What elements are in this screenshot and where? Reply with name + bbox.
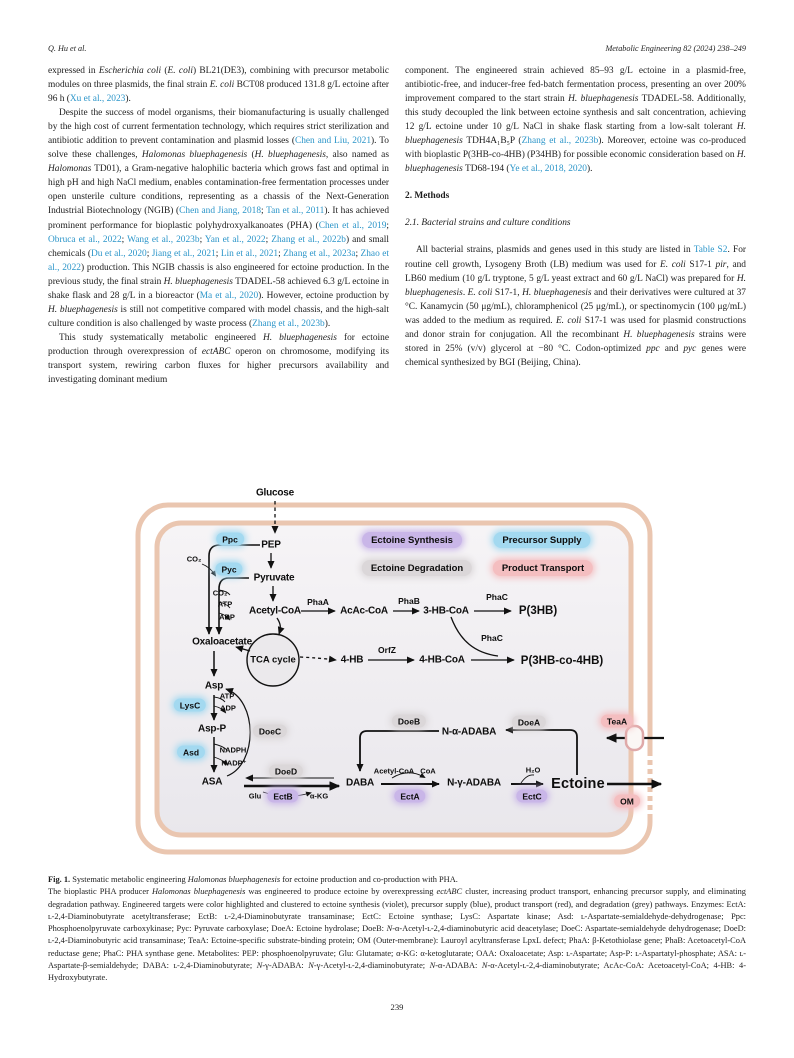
citation-link[interactable]: Ye et al., 2018, 2020 [509, 164, 587, 175]
citation-link[interactable]: Zhao et al., 2022 [48, 248, 389, 273]
fig-nadph: NADPH [219, 745, 247, 755]
text-run: Systematic metabolic engineering [70, 875, 188, 884]
text-run: All bacterial strains, plasmids and genes used in this study are listed in [416, 245, 694, 256]
text-run: -α-ADABA: [435, 961, 482, 971]
fig-co2-pyc: CO₂ [212, 588, 228, 598]
text-run: pir [715, 259, 727, 270]
citation-link[interactable]: Ma et al., 2020 [199, 290, 259, 301]
fig-adp-pyc: ADP [219, 612, 235, 622]
fig-enzyme-doeb: DoeB [392, 715, 426, 728]
citation-link[interactable]: Wang et al., 2023b [127, 234, 200, 245]
fig-akg: α-KG [309, 791, 329, 801]
text-run: -γ-Acetyl-ʟ-2,4-diaminobutyrate; [313, 961, 430, 971]
text-run: E. coli [167, 66, 193, 76]
text-run: Fig. 1. [48, 875, 71, 884]
text-run: for ectoine production through overexpression of [48, 332, 389, 357]
text-run: E. coli [659, 259, 686, 270]
text-run: ; [278, 248, 284, 259]
text-run: , also named as [325, 150, 389, 161]
fig-enzyme-phaa: PhaA [307, 597, 329, 607]
text-run: E. coli [555, 315, 582, 326]
text-run: is still not competitive compared with model chassis, and the high-salt culture condition is also challenged by waste process ( [48, 304, 389, 329]
text-run: H. bluephagenesis [405, 150, 746, 175]
fig-4hb: 4-HB [340, 654, 364, 666]
fig-enzyme-phac-2: PhaC [481, 633, 503, 643]
text-run: H. bluephagenesis [48, 304, 118, 315]
fig-asp: Asp [204, 680, 224, 692]
text-run: H. bluephagenesis [254, 150, 326, 161]
text-run: ; [265, 234, 272, 245]
running-head-author: Q. Hu et al. [48, 44, 87, 53]
citation-link[interactable]: Zhang et al., 2023b [252, 318, 325, 329]
fig-enzyme-ppc: Ppc [216, 533, 244, 546]
text-run: H. bluephagenesis [568, 94, 639, 105]
text-run: Halomonas [48, 164, 92, 175]
fig-enzyme-ectb: EctB [267, 790, 298, 803]
citation-link[interactable]: Zhang et al., 2023a [283, 248, 356, 259]
text-run: ectABC [436, 887, 463, 897]
text-run: . For routine cell growth, Lysogeny Broth (LB) medium was used for [405, 245, 747, 270]
citation-link[interactable]: Yan et al., 2022 [204, 234, 266, 245]
fig-nadp: NADP⁺ [221, 758, 247, 768]
text-run: ; [146, 248, 152, 259]
text-run: H. bluephagenesis [262, 332, 337, 343]
text-run: ( [161, 66, 168, 76]
fig-4hb-coa: 4-HB-CoA [419, 654, 465, 666]
fig-acetyl-coa: Acetyl-CoA [249, 605, 301, 617]
fig-enzyme-phab: PhaB [398, 596, 420, 606]
text-run: ; [199, 234, 205, 245]
citation-link[interactable]: Table S2 [693, 245, 728, 256]
citation-link[interactable]: Zhang et al., 2023b [521, 136, 599, 147]
text-run: ). [125, 94, 131, 105]
text-run: TD01), a Gram-negative halophilic bacteria which grows fast and optimal in high pH and high NaCl medium, enables contamination-free fermentation processes under open unsterile culture conditions, representing as a chassis of the Next-Generation Industrial Biotechnology (NGIB) ( [48, 164, 389, 217]
fig-pyruvate: Pyruvate [253, 572, 295, 584]
text-run: ectABC [201, 346, 231, 357]
text-run: S17-1 [685, 259, 716, 270]
text-run: N [308, 961, 314, 971]
fig-enzyme-pyc: Pyc [215, 563, 242, 576]
citation-link[interactable]: Chen et al., 2019 [318, 220, 387, 231]
text-run: BCT08 produced 131.8 g/L ectoine after 96 h ( [48, 80, 389, 105]
fig-enzyme-phac-1: PhaC [486, 592, 508, 602]
fig-enzyme-ecta: EctA [394, 790, 425, 803]
text-run: cluster, increasing product transport, enhancing precursor supply, and eliminating degradation pathway. Engineered targets were color highlighted and clustered to ectoine synthesis (violet), precursor supply (blue), product transport (red), and degradation (grey) pathways. Enzymes: EctA: ʟ-2,4-Diaminobutyrate acetyltransferase; EctB: ʟ-2,4-Diaminobutyrate transaminase; EctC: Ectoine synthase; LysC: Aspartate kinase; Asd: ʟ-Aspartate-semialdehyde-dehydrogenase; Ppc: Phosphoenolpyruvate carboxykinase; Pyc: Pyruvate carboxylase; DoeA: Ectoine hydrolase; DoeB: [48, 887, 746, 934]
figure-caption-body [48, 886, 746, 984]
text-run: H. bluephagenesis [623, 329, 695, 340]
text-run: -α-Acetyl-ʟ-2,4-diaminobutyrate; AcAc-CoA: Acetoacetyl-CoA; 4-HB: 4-Hydroxybutyrate. [48, 961, 746, 983]
fig-legend-ectoine-degradation: Ectoine Degradation [362, 560, 472, 576]
text-run: TDH4A₁B₅P ( [462, 136, 522, 147]
fig-asa: ASA [201, 776, 223, 788]
running-head-journal: Metabolic Engineering 82 (2024) 238–249 [605, 44, 746, 53]
text-run: ). However, ectoine production by [258, 290, 390, 301]
text-run: TD68-194 ( [462, 164, 510, 175]
text-run: ) production. This NGIB chassis is also engineered for ectoine production. In the previous study, the final strain [48, 262, 389, 287]
fig-outer-membrane: OM [614, 795, 640, 808]
figure-caption-title [48, 874, 746, 886]
text-run: S17-1 was used for plasmid constructions and donor strain for conjugation. All the recombinant [405, 315, 746, 340]
paragraph [405, 64, 746, 176]
fig-enzyme-doed: DoeD [269, 765, 303, 778]
citation-link[interactable]: Zhang et al., 2022b [271, 234, 346, 245]
fig-legend-ectoine-synthesis: Ectoine Synthesis [362, 532, 462, 548]
text-run: was engineered to produce ectoine by overexpressing [245, 887, 437, 897]
fig-acetyl-coa-cofactor: Acetyl-CoA [373, 766, 415, 776]
text-run: N [481, 961, 488, 971]
text-run: ; [355, 248, 361, 259]
page-number: 239 [390, 1002, 404, 1012]
fig-enzyme-doea: DoeA [512, 716, 546, 729]
text-run: Despite the success of model organisms, their biomanufacturing is usually challenged by the high cost of current fermentation technology, which requires strict sterilization and antibiotic addition to prevent contamination and plasmid losses ( [48, 108, 389, 147]
citation-link[interactable]: Obruca et al., 2022 [48, 234, 122, 245]
citation-link[interactable]: Tan et al., 2011 [266, 206, 325, 217]
fig-enzyme-doec: DoeC [253, 725, 287, 738]
text-run: Halomonas bluephagenesis [141, 150, 248, 161]
fig-coa-cofactor: CoA [420, 766, 436, 776]
text-run: H. bluephagenesis [163, 276, 233, 287]
text-run: expressed in [48, 66, 99, 76]
text-run: pyc [683, 343, 697, 354]
figure-caption [48, 874, 746, 985]
subsection-heading: 2.1. Bacterial strains and culture conditions [405, 218, 571, 229]
paragraph [48, 64, 389, 106]
text-run: ). Moreover, ectoine was co-produced with bioplastic P(3HB-co-4HB) (P34HB) for possible economic consideration based on [405, 136, 746, 161]
text-run: ( [247, 150, 255, 161]
text-run: H. bluephagenesis [405, 273, 746, 298]
citation-link[interactable]: Lin et al., 2021 [220, 248, 279, 259]
text-run: for ectoine production and co-production with PHA. [280, 875, 458, 884]
text-run: and [659, 343, 684, 354]
fig-oxaloacetate: Oxaloacetate [192, 636, 252, 648]
paragraph [48, 331, 389, 387]
text-run: ) and small chemicals ( [48, 234, 390, 259]
fig-p3hb: P(3HB) [518, 605, 558, 617]
text-run: ; [121, 234, 128, 245]
paragraph [405, 243, 746, 369]
fig-adp-lysc: ADP [220, 703, 236, 713]
text-run: S17-1, [492, 287, 523, 298]
text-run: operon on chromosome, modifying its transport system, rewiring carbon fluxes for higher precursors availability and investigating dominant medium [48, 346, 389, 386]
text-run: H. bluephagenesis [405, 122, 746, 147]
fig-enzyme-lysc: LysC [174, 699, 206, 712]
text-run: E. coli [209, 80, 235, 91]
fig-co2-ppc: CO₂ [186, 554, 202, 564]
text-run: ppc [646, 343, 660, 354]
text-run: ). [324, 318, 331, 329]
fig-acac-coa: AcAc-CoA [340, 605, 388, 617]
fig-n-alpha-adaba: N-α-ADABA [441, 726, 497, 738]
paragraph [48, 106, 389, 331]
citation-link[interactable]: Jiang et al., 2021 [151, 248, 216, 259]
text-run: ). [586, 164, 593, 175]
figure-1-diagram [130, 483, 670, 875]
fig-enzyme-ectc: EctC [516, 790, 547, 803]
fig-enzyme-asd: Asd [177, 746, 205, 759]
text-run: genes were chemical synthesized by BGI (Beijing, China). [405, 343, 746, 368]
text-run: N [386, 924, 393, 934]
text-run: E. coli [467, 287, 493, 298]
text-run: -γ-ADABA: [262, 961, 309, 971]
fig-3hb-coa: 3-HB-CoA [423, 605, 469, 617]
text-run: strains were stored in 25% (v/v) glycerol at −80 °C. Codon-optimized [405, 329, 746, 354]
fig-h2o: H₂O [525, 765, 541, 775]
fig-n-gamma-adaba: N-γ-ADABA [447, 777, 501, 789]
text-run: component. The engineered strain achieved 85–93 g/L ectoine in a plasmid-free, antibiotic-free, and inducer-free fed-batch fermentation process, presenting an over 200% improvement compared to the start strain [405, 66, 746, 105]
fig-enzyme-orfz: OrfZ [378, 645, 396, 655]
citation-link[interactable]: Du et al., 2020 [91, 248, 147, 259]
fig-transporter-teaa: TeaA [601, 715, 633, 728]
text-run: ). To solve these challenges, [48, 136, 389, 161]
citation-link[interactable]: Chen and Liu, 2021 [294, 136, 372, 147]
fig-atp-lysc: ATP [219, 691, 235, 701]
text-run: and their derivatives were cultured at 37 °C. Kanamycin (50 μg/mL), chloramphenicol (25 μg/mL), or spectinomycin (100 μg/mL) was added to the medium as required. [405, 287, 746, 326]
fig-asp-p: Asp-P [198, 723, 226, 735]
fig-daba: DABA [345, 777, 375, 789]
text-run: H. bluephagenesis [522, 287, 592, 298]
fig-tca-cycle: TCA cycle [250, 654, 296, 666]
text-run: -α-Acetyl-ʟ-2,4-diaminobutyric acid deacetylase; DoeC: Aspartate-semialdehyde dehydrogenase; DoeD: ʟ-2,4-Diaminobutyric acid transaminase; TeaA: Ectoine-specific substrate-binding protein; OM (Outer-membrane): Lauroyl acyltransferase LpxL defect; PhaA: β-Ketothiolase gene; PhaB: Acetoacetyl-CoA reductase gene; PhaC: PHA synthase gene. Metabolites: PEP: phosphoenolpyruvate; Glu: Glutamate; α-KG: α-ketoglutarate; OAA: Oxaloacetate; Asp: ʟ-Aspartate; Asp-P: ʟ-Aspartatyl-phosphate; ASA: ʟ-Aspartate-β-semialdehyde; DABA: ʟ-2,4-Diaminobutyrate; [48, 924, 746, 971]
fig-legend-product-transport: Product Transport [493, 560, 593, 576]
text-run: This study systematically metabolic engineered [59, 332, 263, 343]
citation-link[interactable]: Chen and Jiang, 2018 [179, 206, 262, 217]
text-run: ; [386, 220, 389, 231]
text-run: The bioplastic PHA producer [48, 887, 152, 897]
right-column [405, 64, 746, 370]
text-run: ; [261, 206, 267, 217]
text-run: Halomonas bluephagenesis [151, 887, 246, 897]
text-run: N [429, 961, 436, 971]
fig-ectoine: Ectoine [551, 776, 605, 792]
fig-pep: PEP [261, 539, 281, 551]
text-run: N [256, 961, 263, 971]
fig-glu: Glu [248, 791, 262, 801]
text-run: Halomonas bluephagenesis [187, 875, 281, 884]
text-run: TDADEL-58 achieved 6.3 g/L ectoine in shake flask and 28 g/L in a bioreactor ( [48, 276, 389, 301]
text-run: TDADEL-58. Additionally, this study decoupled the link between ectoine synthesis and salt concentration, achieving 12 g/L ectoine under 10 g/L NaCl in shake flask starting from a low-salt tolerant [405, 94, 746, 133]
fig-atp-pyc: ATP [217, 599, 233, 609]
fig-glucose: Glucose [255, 487, 295, 499]
fig-legend-precursor-supply: Precursor Supply [493, 532, 590, 548]
text-run: , and LB60 medium (10 g/L tryptone, 5 g/L yeast extract and 60 g/L NaCl) was prepared for [405, 259, 746, 284]
text-run: ). It has achieved prominent performance for bioplastic polyhydroxyalkanoates (PHA) ( [48, 206, 390, 231]
fig-p34hb: P(3HB-co-4HB) [520, 655, 604, 667]
text-run: Escherichia coli [98, 66, 162, 76]
citation-link[interactable]: Xu et al., 2023 [69, 94, 126, 105]
left-column [48, 64, 389, 387]
text-run: ) BL21(DE3), combining with precursor metabolic modules on three plasmids, the final strain [48, 66, 389, 91]
section-heading: 2. Methods [405, 191, 450, 202]
text-run: ; [215, 248, 221, 259]
text-run: . [462, 287, 468, 298]
